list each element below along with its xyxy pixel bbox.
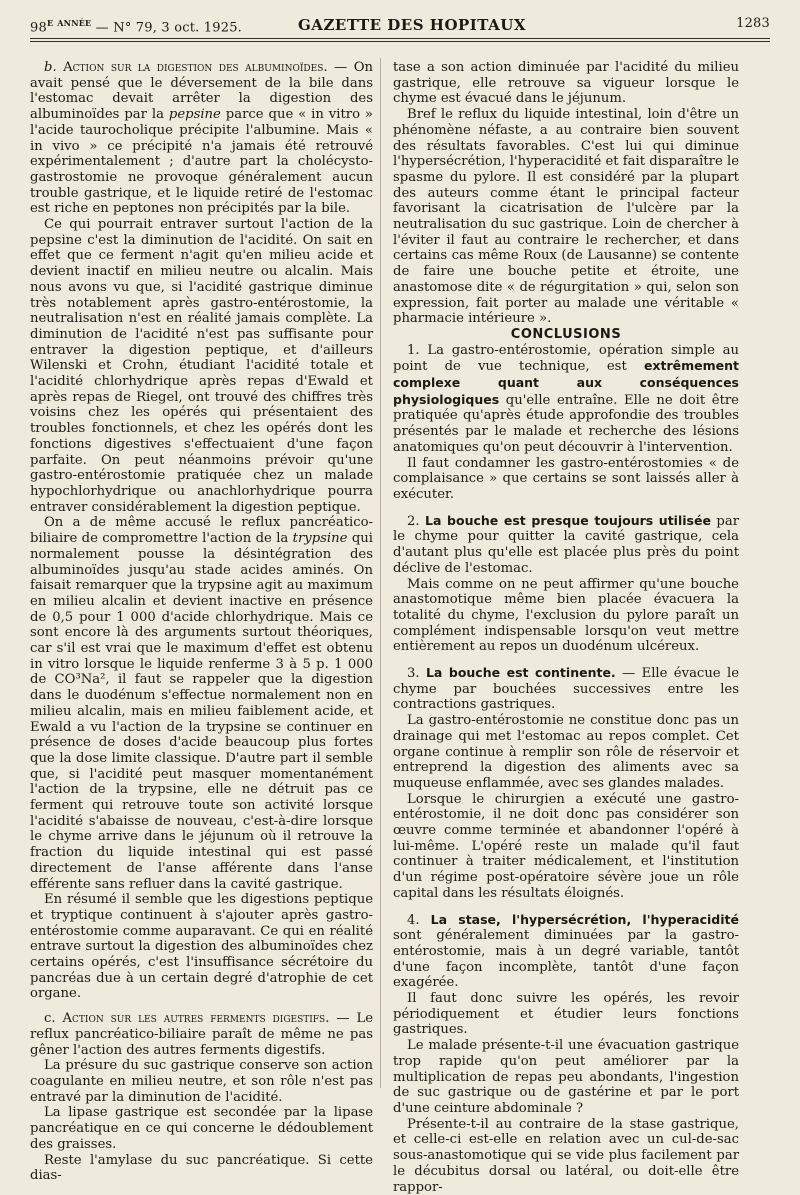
paragraph-trypsine: [30, 515, 373, 892]
conclusion-1: [393, 343, 739, 456]
issue-number: 98: [30, 20, 47, 36]
conclusion-4-cont-3: Présente-t-il au contraire de la stase gastrique, et celle-ci est-elle en relation avec un cul-de-sac sous-anastomotique qui se vide plus facilement par le décubitus dorsal ou latéral, ou doit-elle être rappor-: [393, 1116, 739, 1195]
conclusion-2-cont: Mais comme on ne peut affirmer qu'une bouche anastomotique même bien placée évacuera la totalité du chyme, l'exclusion du pylore paraît un complément indispensable lorsqu'on veut mettre entièrement au repos un duodénum ulcéreux.: [393, 576, 739, 655]
paragraph-pepsine-acidity: Ce qui pourrait entraver surtout l'action de la pepsine c'est la diminution de l'acidité. On sait en effet que ce ferment n'agit qu'en milieu acide et devient inactif en milieu neutre ou alcalin. Mais nous avons vu que, si l'acidité gastrique diminue très notablement après gastro-entérostomie, la neutralisation n'est en réalité jamais complète. La diminution de l'acidité n'est pas suffisante pour entraver la digestion peptique, et d'ailleurs Wilenski et Crohn, étudiant l'acidité totale et l'acidité chlorhydrique après repas d'Ewald et après repas de Riegel, ont trouvé des chiffres très voisins chez les opérés qui présentaient des troubles fonctionnels, et chez les opérés dont les fonctions digestives s'effectuaient d'une façon parfaite. On peut néanmoins prévoir qu'une gastro-entérostomie pratiquée chez un malade hypochlorhydrique ou anachlorhydrique pourra entraver considérablement la digestion peptique.: [30, 217, 373, 515]
conclusion-3: [393, 665, 739, 713]
page-number: 1283: [736, 16, 770, 31]
c2-end: par le chyme pour quitter la cavité gastrique, cela d'autant plus qu'elle est placée plus près du point déclive de l'estomac.: [393, 513, 739, 576]
left-column: [30, 60, 373, 1184]
issue-info: [30, 16, 242, 35]
c3-end: — Elle évacue le chyme par bouchées successives entre les contractions gastriques.: [393, 666, 739, 713]
c4-num: 4.: [407, 912, 431, 928]
issue-label: e année: [46, 16, 92, 29]
section-b-label: b.: [44, 60, 57, 75]
conclusion-4: [393, 912, 739, 992]
c1-start: 1. La gastro-entérostomie, opération simple au point de vue technique, est: [393, 342, 739, 375]
p3-end: qui normalement pousse la désintégration des albuminoïdes jusqu'au stade acides aminés. On faisait remarquer que la trypsine agit au maximum en milieu alcalin et devient inactive en présence de 0,5 pour 1 000 d'acide chlorhydrique. Mais ce sont encore là des arguments surtout théoriques, car s'il est vrai que le maximum d'effet est obtenu in vitro lorsque le liquide renferme 3 à 5 p. 1 000 de CO³Na², il faut se rappeler que la digestion dans le duodénum s'effectue normalement non en milieu alcalin, mais en milieu faiblement acide, et Ewald a vu l'action de la trypsine se continuer en présence de doses d'acide beaucoup plus fortes que la dose limite classique. D'autre part il semble que, si l'acidité peut masquer momentanément l'action de la trypsine, elle ne détruit pas ce ferment qui retrouve toute son activité lorsque l'acidité s'abaisse de nouveau, c'est-à-dire lorsque le chyme arrive dans le jéjunum où il retrouve la fraction du liquide intestinal qui est passé directement de l'anse afférente dans l'anse efférente sans refluer dans la cavité gastrique.: [30, 531, 373, 892]
pepsine-term: pepsine: [168, 107, 221, 123]
conclusions-heading: CONCLUSIONS: [510, 326, 622, 342]
journal-title: GAZETTE DES HOPITAUX: [298, 16, 527, 34]
trypsine-term: trypsine: [292, 531, 348, 547]
column-divider: [380, 58, 381, 1088]
section-b-rest: parce que « in vitro » l'acide taurocholique précipite l'albumine. Mais « in vivo » ce précipité n'a jamais été retrouvé expérimentalement ; d'autre part la cholécysto-gastrostomie ne provoque généralement aucun trouble gastrique, et le liquide retiré de l'estomac est riche en peptones non précipités par la bile.: [30, 107, 374, 217]
page-header: [30, 10, 770, 36]
paragraph-reflux: Bref le reflux du liquide intestinal, loin d'être un phénomène néfaste, a au contraire bien souvent des résultats favorables. C'est lui qui diminue l'hypersécrétion, l'hyperacidité et fait disparaître le spasme du pylore. Il est considéré par la plupart des auteurs comme étant le principal facteur favorisant la cicatrisation de l'ulcère par la neutralisation du suc gastrique. Loin de chercher à l'éviter il faut au contraire le rechercher, et dans certains cas même Roux (de Lausanne) se contente de faire une bouche petite et étroite, une anastomose dite « de régurgitation » qui, selon son expression, fait porter au malade une véritable « pharmacie intérieure ».: [393, 107, 739, 327]
section-c-heading: Action sur les autres ferments digestifs.: [62, 1011, 330, 1027]
conclusion-4-cont: Il faut donc suivre les opérés, les revoir périodiquement et étudier leurs fonctions gastriques.: [393, 991, 739, 1038]
section-c-label: c.: [44, 1011, 56, 1027]
section-b-intro: — On avait pensé que le déversement de la bile dans l'estomac devait arrêter la digestion des albuminoïdes par la: [30, 60, 373, 123]
c2-num: 2.: [407, 513, 426, 529]
header-rule-bottom: [30, 41, 770, 42]
c2-emphasis: La bouche est presque toujours utilisée: [425, 512, 711, 528]
p3-start: On a de même accusé le reflux pancréatico-biliaire de compromettre l'action de la: [30, 515, 373, 547]
section-b-paragraph: [30, 60, 373, 217]
paragraph-diastase: tase a son action diminuée par l'acidité du milieu gastrique, elle retrouve sa vigueur lorsque le chyme est évacué dans le jéjunum.: [393, 60, 739, 107]
conclusion-1-cont: Il faut condamner les gastro-entérostomies « de complaisance » que certains se sont laissés aller à exécuter.: [393, 455, 739, 502]
c3-emphasis: La bouche est continente.: [425, 665, 616, 681]
section-c-paragraph: [30, 1011, 373, 1058]
conclusion-3-cont: La gastro-entérostomie ne constitue donc pas un drainage qui met l'estomac au repos complet. Cet organe continue à remplir son rôle de réservoir et entreprend la digestion des aliments avec sa muqueuse enflammée, avec ses glandes malades.: [393, 713, 739, 791]
section-b-heading: Action sur la digestion des albuminoïdes.: [63, 60, 328, 75]
header-rule-top: [30, 38, 770, 39]
issue-date: — N° 79, 3 oct. 1925.: [95, 20, 243, 36]
paragraph-presure: La présure du suc gastrique conserve son action coagulante en milieu neutre, et son rôle n'est pas entravé par la diminution de l'acidité.: [30, 1058, 373, 1105]
paragraph-amylase: Reste l'amylase du suc pancréatique. Si cette dias-: [30, 1152, 373, 1184]
c4-end: sont généralement diminuées par la gastro-entérostomie, mais à un degré variable, tantôt d'une façon incomplète, tantôt d'une façon exagérée.: [393, 928, 739, 991]
c1-emphasis: extrêmement complexe quant aux conséquences physiologiques: [393, 358, 739, 407]
section-c-intro: — Le reflux pancréatico-biliaire paraît de même ne pas gêner l'action des autres ferments digestifs.: [30, 1011, 374, 1058]
paragraph-lipase: La lipase gastrique est secondée par la lipase pancréatique en ce qui concerne le dédoublement des graisses.: [30, 1105, 373, 1152]
c3-num: 3.: [407, 666, 426, 682]
conclusion-2: [393, 513, 739, 577]
right-column: [393, 60, 739, 1195]
conclusion-4-cont-2: Le malade présente-t-il une évacuation gastrique trop rapide qu'on peut améliorer par la multiplication de repas peu abondants, l'ingestion de suc gastrique ou de gastérine et par le port d'une ceinture abdominale ?: [393, 1038, 739, 1116]
c1-end: qu'elle entraîne. Elle ne doit être pratiquée qu'après étude approfondie des troubles présentés par le malade et recherche des lésions anatomiques qu'on peut découvrir à l'intervention.: [393, 392, 739, 455]
conclusion-3-cont-2: Lorsque le chirurgien a exécuté une gastro-entérostomie, il ne doit donc pas considérer son œuvre comme terminée et abandonner l'opéré à lui-même. L'opéré reste un malade qu'il faut continuer à traiter médicalement, et l'institution d'un régime post-opératoire sévère joue un rôle capital dans les résultats éloignés.: [393, 791, 739, 901]
paragraph-resume: En résumé il semble que les digestions peptique et tryptique continuent à s'ajouter après gastro-entérostomie comme auparavant. Ce qui en réalité entrave surtout la digestion des albuminoïdes chez certains opérés, c'est l'insuffisance sécrétoire du pancréas due à un certain degré d'atrophie de cet organe.: [30, 892, 373, 1002]
c4-emphasis: La stase, l'hypersécrétion, l'hyperacidité: [430, 911, 739, 927]
